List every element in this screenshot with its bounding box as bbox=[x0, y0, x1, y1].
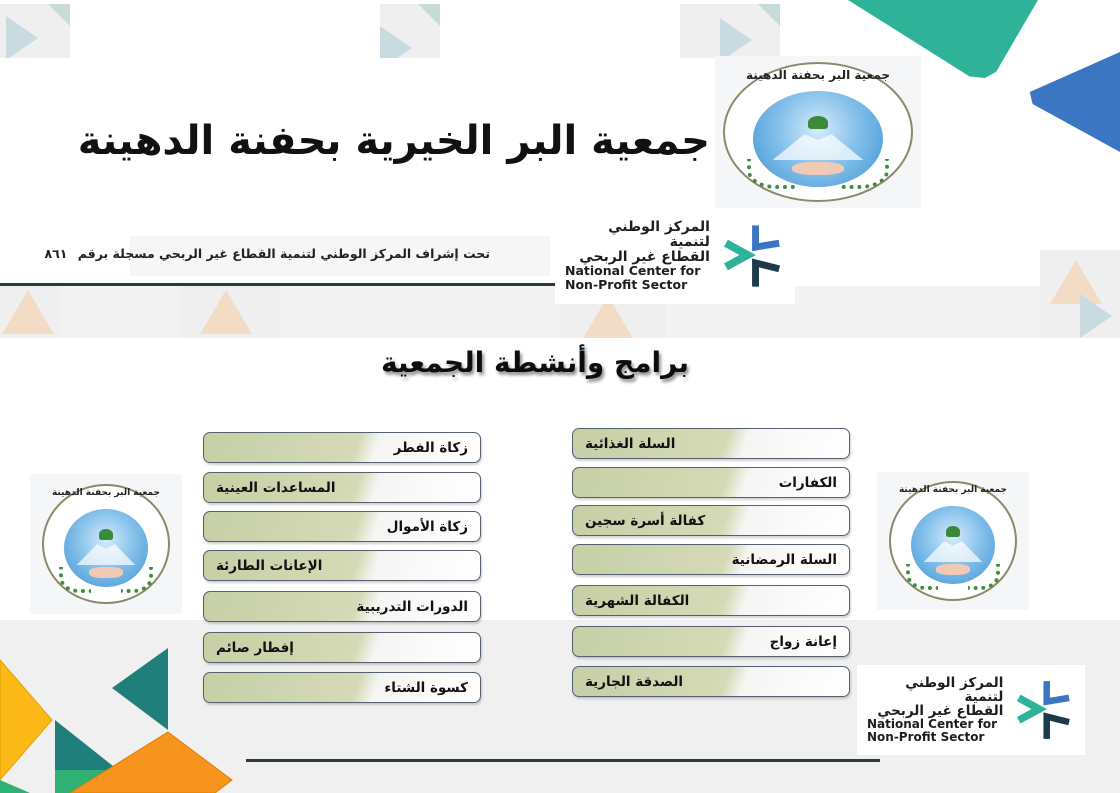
handshake-icon bbox=[792, 162, 844, 175]
program-label: الكفالة الشهرية bbox=[585, 592, 690, 609]
program-button[interactable] bbox=[572, 467, 850, 498]
mountain-icon bbox=[773, 131, 864, 160]
laurel-icon bbox=[906, 564, 938, 590]
supervision-text bbox=[40, 246, 490, 261]
tangram-teal-mid bbox=[55, 720, 118, 770]
divider-line bbox=[0, 283, 555, 286]
handshake-icon bbox=[936, 564, 970, 575]
ncnp-arabic-line2: القطاع غير الربحي bbox=[579, 248, 710, 265]
registration-number: ٨٦١ bbox=[44, 246, 68, 261]
laurel-icon bbox=[747, 159, 795, 189]
program-button[interactable] bbox=[572, 505, 850, 536]
program-button[interactable] bbox=[203, 632, 481, 663]
laurel-icon bbox=[968, 564, 1000, 590]
program-button[interactable] bbox=[572, 544, 850, 575]
palm-icon bbox=[946, 526, 959, 537]
program-button[interactable] bbox=[203, 591, 481, 622]
program-button[interactable] bbox=[572, 428, 850, 459]
program-button[interactable] bbox=[572, 626, 850, 657]
ncnp-logo bbox=[555, 208, 795, 304]
decor-tile bbox=[1040, 250, 1120, 338]
program-button[interactable] bbox=[572, 666, 850, 697]
program-button[interactable] bbox=[203, 432, 481, 463]
program-label: إعانة زواج bbox=[769, 633, 837, 650]
tangram-yellow bbox=[0, 660, 52, 780]
decor-tangram bbox=[0, 620, 240, 793]
ncnp-english-line2: Non-Profit Sector bbox=[565, 277, 688, 293]
ncnp-logo bbox=[857, 665, 1085, 755]
program-label: السلة الرمضانية bbox=[731, 551, 837, 568]
program-label: زكاة الفطر bbox=[393, 439, 468, 456]
decor-tile bbox=[0, 286, 60, 338]
ncnp-arabic-line2: القطاع غير الربحي bbox=[877, 702, 1004, 719]
decor-tile bbox=[180, 286, 280, 338]
decor-tile bbox=[680, 4, 780, 58]
tangram-teal-top bbox=[112, 648, 168, 730]
tangram-green-corner bbox=[0, 780, 30, 793]
program-button[interactable] bbox=[203, 511, 481, 542]
program-label: الدورات التدريبية bbox=[356, 598, 468, 615]
ncnp-english-line1: National Center for bbox=[867, 717, 998, 732]
logo-text: جمعية البر بحفنة الدهينة bbox=[51, 488, 161, 498]
ncnp-mark-icon bbox=[1015, 676, 1075, 744]
association-title: جمعية البر الخيرية بحفنة الدهينة bbox=[77, 118, 710, 164]
program-label: إفطار صائم bbox=[216, 639, 294, 656]
program-label: الإعانات الطارئة bbox=[216, 557, 323, 574]
section-heading: برامج وأنشطة الجمعية bbox=[380, 346, 690, 379]
program-button[interactable] bbox=[572, 585, 850, 616]
logo-text: جمعية البر بحفنة الدهينة bbox=[898, 485, 1008, 495]
decor-blue-shape bbox=[1025, 52, 1120, 152]
supervision-label: تحت إشراف المركز الوطني لتنمية القطاع غير الربحي مسجلة برقم bbox=[77, 246, 490, 261]
association-logo bbox=[877, 472, 1029, 610]
laurel-icon bbox=[840, 159, 888, 189]
decor-tile bbox=[380, 4, 440, 58]
mountain-icon bbox=[77, 542, 136, 565]
program-label: كفالة أسرة سجين bbox=[585, 512, 706, 529]
handshake-icon bbox=[89, 567, 123, 578]
program-label: الكفارات bbox=[778, 474, 837, 491]
palm-icon bbox=[99, 529, 112, 540]
association-logo bbox=[30, 474, 182, 614]
decor-tile bbox=[560, 300, 665, 338]
ncnp-english-line1: National Center for bbox=[565, 263, 701, 279]
divider-line bbox=[246, 759, 880, 762]
laurel-icon bbox=[59, 567, 91, 593]
ncnp-arabic-line1: المركز الوطني لتنمية bbox=[608, 219, 710, 250]
ncnp-english-line2: Non-Profit Sector bbox=[867, 730, 985, 745]
mountain-icon bbox=[924, 539, 983, 562]
logo-text: جمعية البر بحفنة الدهينة bbox=[745, 68, 891, 82]
palm-icon bbox=[808, 116, 829, 129]
program-button[interactable] bbox=[203, 550, 481, 581]
association-logo bbox=[715, 56, 921, 208]
ncnp-arabic-line1: المركز الوطني لتنمية bbox=[905, 674, 1004, 705]
program-label: كسوة الشتاء bbox=[384, 679, 468, 696]
program-label: المساعدات العينية bbox=[216, 479, 336, 496]
decor-tile bbox=[0, 4, 70, 58]
ncnp-mark-icon bbox=[722, 221, 785, 291]
program-button[interactable] bbox=[203, 472, 481, 503]
program-label: الصدقة الجارية bbox=[585, 673, 684, 690]
program-button[interactable] bbox=[203, 672, 481, 703]
program-label: السلة الغذائية bbox=[585, 435, 676, 452]
laurel-icon bbox=[121, 567, 153, 593]
program-label: زكاة الأموال bbox=[386, 518, 468, 535]
